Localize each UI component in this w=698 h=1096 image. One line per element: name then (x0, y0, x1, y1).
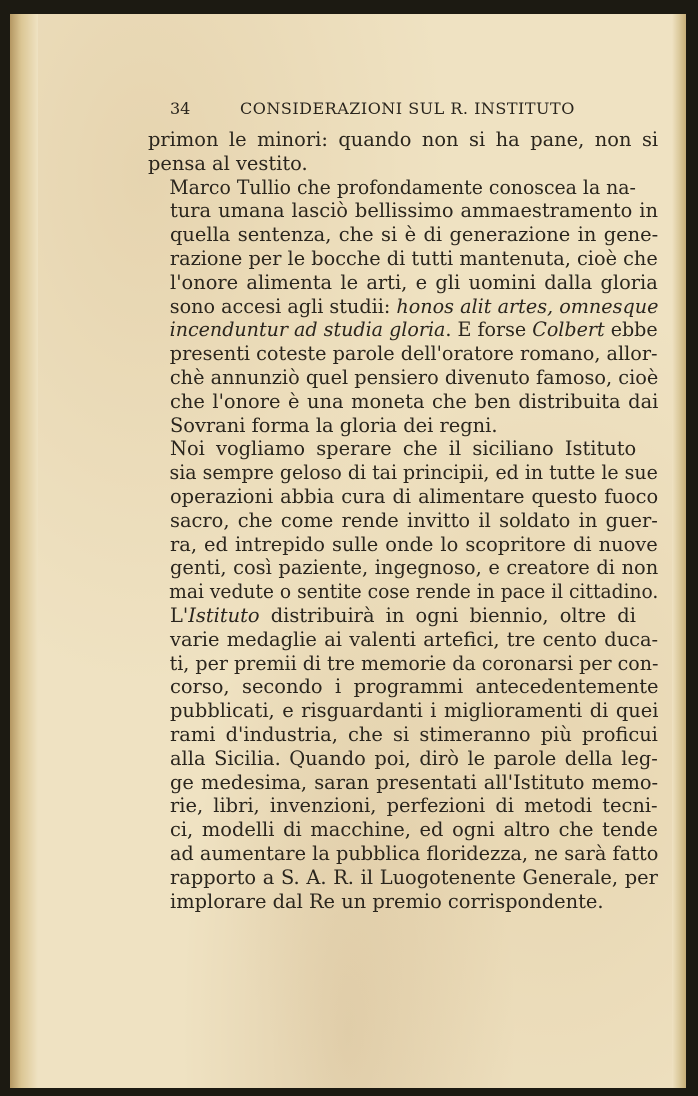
text-line: L'Istituto distribuirà in ogni biennio, oltre di (170, 603, 636, 627)
text-line: sia sempre geloso di tai principii, ed in tutte le sue (169, 461, 658, 485)
text-line: che l'onore è una moneta che ben distribuita dai (170, 389, 659, 413)
text-line: Noi vogliamo sperare che il siciliano Istituto (170, 437, 637, 461)
text-line: ci, modelli di macchine, ed ogni altro che tende (170, 818, 658, 842)
text-line: razione per le bocche di tutti mantenuta, cioè che (169, 246, 658, 270)
text-line-italic-quote: sono accesi agli studii: honos alit artes, omnesque (169, 294, 659, 318)
text-line: primon le minori: quando non si ha pane, non si (148, 128, 659, 151)
text-line: corso, secondo i programmi antecedentemente (170, 675, 659, 699)
text-line: ti, per premii di tre memorie da coronarsi per con- (169, 651, 659, 675)
text-line: genti, così paziente, ingegnoso, e creatore di non (170, 556, 659, 580)
text-line: alla Sicilia. Quando poi, dirò le parole della leg- (170, 746, 658, 770)
text-line: operazioni abbia cura di alimentare questo fuoco (170, 484, 659, 508)
text-line: chè annunziò quel pensiero divenuto famoso, cioè (169, 365, 659, 389)
paragraph-3 (148, 437, 658, 604)
text-line: presenti coteste parole dell'oratore romano, allor- (169, 342, 658, 366)
text-line: varie medaglie ai valenti artefici, tre cento duca- (170, 627, 659, 651)
text-line: rapporto a S. A. R. il Luogotenente Generale, per (170, 865, 658, 889)
paragraph-2 (148, 176, 658, 438)
text-line: sacro, che come rende invitto il soldato in guer- (170, 508, 658, 532)
paragraph-4 (148, 604, 658, 913)
text-line: rami d'industria, che si stimeranno più proficui (170, 722, 658, 746)
text-line: implorare dal Re un premio corrispondente. (170, 889, 604, 913)
text-line-italic-quote: incenduntur ad studia gloria. E forse Colbert ebbe (169, 318, 658, 342)
text-line: ad aumentare la pubblica floridezza, ne sarà fatto (169, 841, 659, 865)
page-header (170, 99, 590, 125)
body-text (148, 128, 658, 913)
paragraph-1 (148, 128, 658, 176)
text-line: pubblicati, e risguardanti i miglioramenti di quei (170, 699, 659, 723)
text-line: Marco Tullio che profondamente conoscea la na- (169, 175, 636, 199)
text-line: pensa al vestito. (148, 151, 308, 175)
text-line: ge medesima, saran presentati all'Istituto memo- (170, 770, 659, 794)
text-line: mai vedute o sentite cose rende in pace il cittadino. (169, 580, 659, 604)
page-number: 34 (170, 99, 191, 118)
text-line: quella sentenza, che si è di generazione in gene- (170, 223, 659, 247)
text-line: tura umana lasciò bellissimo ammaestramento in (170, 199, 658, 223)
text-line: rie, libri, invenzioni, perfezioni di metodi tecni- (170, 794, 658, 818)
text-line: ra, ed intrepido sulle onde lo scopritore di nuove (170, 532, 658, 556)
running-head: CONSIDERAZIONI SUL R. INSTITUTO (240, 99, 575, 118)
page-edge (672, 14, 686, 1088)
text-line: l'onore alimenta le arti, e gli uomini dalla gloria (170, 270, 658, 294)
page-gutter (10, 14, 38, 1088)
text-line: Sovrani forma la gloria dei regni. (170, 413, 498, 437)
